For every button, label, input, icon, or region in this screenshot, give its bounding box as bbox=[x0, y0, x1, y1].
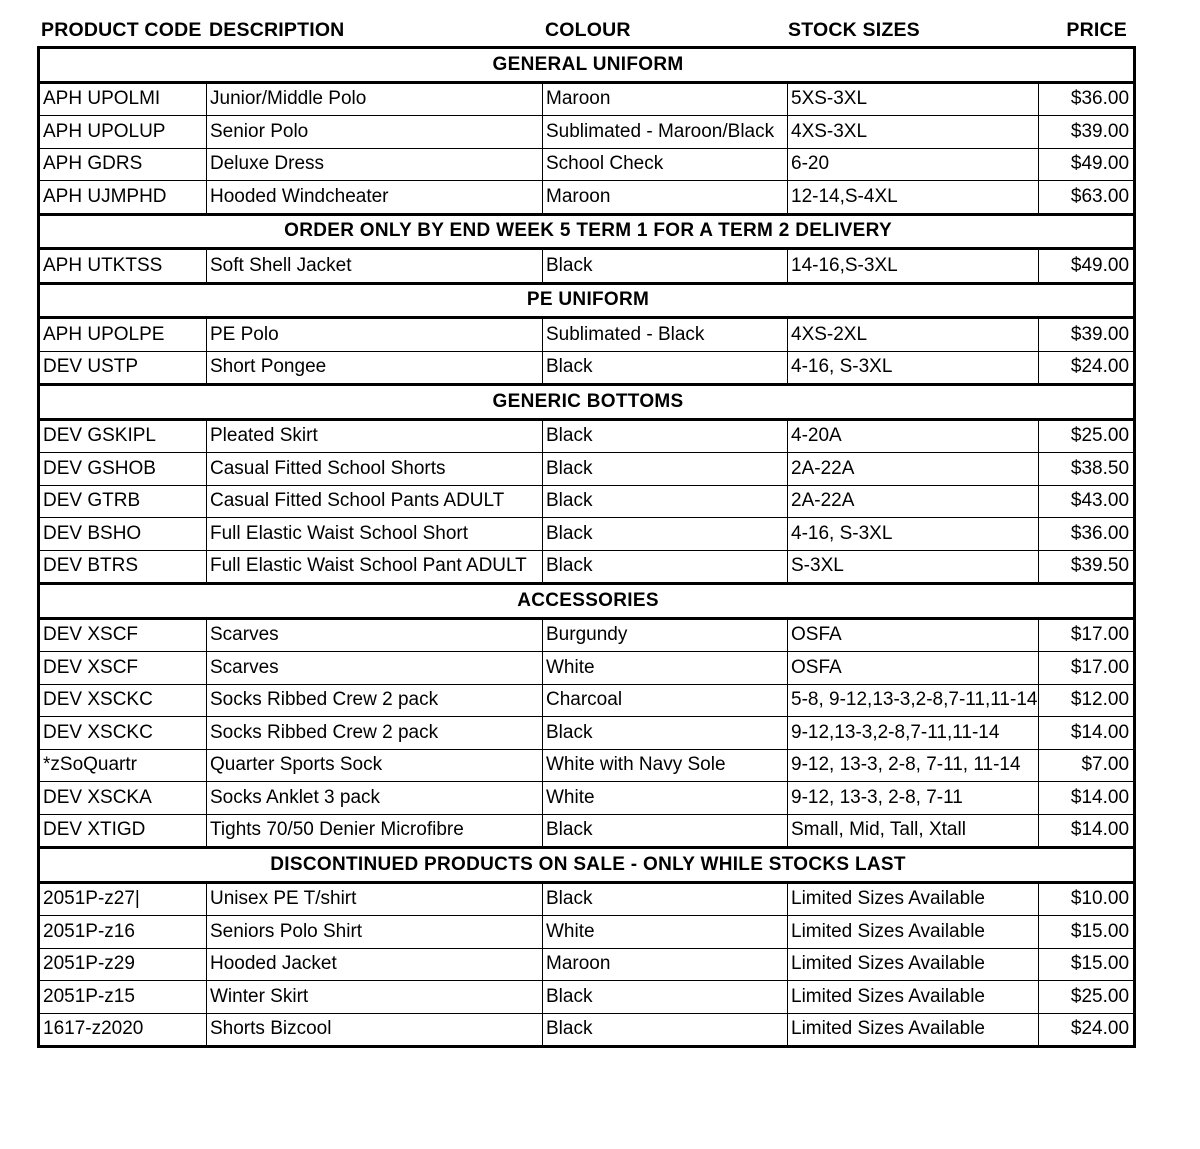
cell-sizes: Limited Sizes Available bbox=[788, 981, 1039, 1014]
cell-price: $49.00 bbox=[1039, 148, 1135, 181]
cell-price: $15.00 bbox=[1039, 916, 1135, 949]
cell-colour: Maroon bbox=[543, 948, 788, 981]
cell-description: Scarves bbox=[207, 618, 543, 652]
cell-sizes: 9-12, 13-3, 2-8, 7-11, 11-14 bbox=[788, 749, 1039, 782]
cell-code: DEV GSKIPL bbox=[39, 419, 207, 453]
table-row bbox=[39, 148, 1135, 181]
table-row bbox=[39, 485, 1135, 518]
cell-description: Full Elastic Waist School Short bbox=[207, 518, 543, 551]
cell-colour: White with Navy Sole bbox=[543, 749, 788, 782]
cell-price: $36.00 bbox=[1039, 518, 1135, 551]
cell-colour: Black bbox=[543, 1013, 788, 1047]
table-row bbox=[39, 814, 1135, 848]
cell-colour: Black bbox=[543, 550, 788, 584]
cell-description: Socks Ribbed Crew 2 pack bbox=[207, 717, 543, 750]
cell-price: $24.00 bbox=[1039, 351, 1135, 385]
table-row bbox=[39, 749, 1135, 782]
header-description: DESCRIPTION bbox=[209, 19, 345, 41]
table-row bbox=[39, 916, 1135, 949]
cell-code: APH GDRS bbox=[39, 148, 207, 181]
table-row bbox=[39, 618, 1135, 652]
cell-description: Casual Fitted School Pants ADULT bbox=[207, 485, 543, 518]
cell-colour: Sublimated - Black bbox=[543, 318, 788, 352]
cell-description: Scarves bbox=[207, 652, 543, 685]
cell-description: Tights 70/50 Denier Microfibre bbox=[207, 814, 543, 848]
cell-code: *zSoQuartr bbox=[39, 749, 207, 782]
table-row bbox=[39, 351, 1135, 385]
cell-colour: Black bbox=[543, 249, 788, 284]
table-row bbox=[39, 717, 1135, 750]
cell-price: $39.00 bbox=[1039, 116, 1135, 149]
cell-colour: Maroon bbox=[543, 181, 788, 215]
cell-colour: Maroon bbox=[543, 82, 788, 116]
cell-sizes: Limited Sizes Available bbox=[788, 948, 1039, 981]
cell-price: $25.00 bbox=[1039, 419, 1135, 453]
cell-price: $12.00 bbox=[1039, 684, 1135, 717]
price-list bbox=[37, 15, 1133, 1048]
cell-code: DEV GSHOB bbox=[39, 453, 207, 486]
cell-price: $63.00 bbox=[1039, 181, 1135, 215]
section-header-row bbox=[39, 214, 1135, 249]
cell-sizes: 14-16,S-3XL bbox=[788, 249, 1039, 284]
header-stock-sizes: STOCK SIZES bbox=[788, 19, 920, 41]
cell-colour: Sublimated - Maroon/Black bbox=[543, 116, 788, 149]
table-row bbox=[39, 948, 1135, 981]
cell-description: PE Polo bbox=[207, 318, 543, 352]
section-header-row bbox=[39, 385, 1135, 420]
cell-description: Senior Polo bbox=[207, 116, 543, 149]
table-row bbox=[39, 453, 1135, 486]
cell-colour: Black bbox=[543, 814, 788, 848]
cell-description: Hooded Jacket bbox=[207, 948, 543, 981]
cell-code: DEV USTP bbox=[39, 351, 207, 385]
cell-code: DEV BTRS bbox=[39, 550, 207, 584]
cell-sizes: 2A-22A bbox=[788, 453, 1039, 486]
cell-colour: Black bbox=[543, 981, 788, 1014]
table-row bbox=[39, 419, 1135, 453]
section-title: ORDER ONLY BY END WEEK 5 TERM 1 FOR A TERM 2 DELIVERY bbox=[39, 214, 1135, 249]
section-header-row bbox=[39, 48, 1135, 83]
cell-code: APH UPOLMI bbox=[39, 82, 207, 116]
cell-code: DEV GTRB bbox=[39, 485, 207, 518]
section-header-row bbox=[39, 283, 1135, 318]
section-title: GENERIC BOTTOMS bbox=[39, 385, 1135, 420]
cell-sizes: Limited Sizes Available bbox=[788, 1013, 1039, 1047]
section-title: GENERAL UNIFORM bbox=[39, 48, 1135, 83]
cell-sizes: Limited Sizes Available bbox=[788, 882, 1039, 916]
cell-colour: School Check bbox=[543, 148, 788, 181]
cell-code: DEV XSCF bbox=[39, 652, 207, 685]
cell-price: $17.00 bbox=[1039, 618, 1135, 652]
cell-sizes: 9-12,13-3,2-8,7-11,11-14 bbox=[788, 717, 1039, 750]
cell-price: $10.00 bbox=[1039, 882, 1135, 916]
cell-sizes: OSFA bbox=[788, 618, 1039, 652]
table-row bbox=[39, 550, 1135, 584]
cell-colour: White bbox=[543, 916, 788, 949]
cell-description: Casual Fitted School Shorts bbox=[207, 453, 543, 486]
table-row bbox=[39, 116, 1135, 149]
cell-price: $36.00 bbox=[1039, 82, 1135, 116]
cell-description: Junior/Middle Polo bbox=[207, 82, 543, 116]
uniform-price-table bbox=[37, 46, 1136, 1048]
cell-colour: Black bbox=[543, 485, 788, 518]
cell-description: Unisex PE T/shirt bbox=[207, 882, 543, 916]
section-header-row bbox=[39, 584, 1135, 619]
cell-price: $43.00 bbox=[1039, 485, 1135, 518]
cell-description: Full Elastic Waist School Pant ADULT bbox=[207, 550, 543, 584]
table-row bbox=[39, 249, 1135, 284]
table-row bbox=[39, 518, 1135, 551]
cell-sizes: 4-16, S-3XL bbox=[788, 518, 1039, 551]
cell-price: $7.00 bbox=[1039, 749, 1135, 782]
cell-sizes: Small, Mid, Tall, Xtall bbox=[788, 814, 1039, 848]
cell-code: 2051P-z15 bbox=[39, 981, 207, 1014]
cell-sizes: S-3XL bbox=[788, 550, 1039, 584]
cell-code: DEV XSCKC bbox=[39, 717, 207, 750]
table-row bbox=[39, 318, 1135, 352]
cell-sizes: 5XS-3XL bbox=[788, 82, 1039, 116]
column-headers bbox=[37, 15, 1133, 46]
cell-sizes: 2A-22A bbox=[788, 485, 1039, 518]
cell-code: 2051P-z27| bbox=[39, 882, 207, 916]
cell-sizes: Limited Sizes Available bbox=[788, 916, 1039, 949]
cell-colour: Black bbox=[543, 518, 788, 551]
cell-description: Hooded Windcheater bbox=[207, 181, 543, 215]
cell-price: $17.00 bbox=[1039, 652, 1135, 685]
header-colour: COLOUR bbox=[545, 19, 631, 41]
cell-description: Socks Anklet 3 pack bbox=[207, 782, 543, 815]
cell-code: 1617-z2020 bbox=[39, 1013, 207, 1047]
cell-code: DEV XSCKC bbox=[39, 684, 207, 717]
cell-price: $14.00 bbox=[1039, 782, 1135, 815]
section-title: DISCONTINUED PRODUCTS ON SALE - ONLY WHILE STOCKS LAST bbox=[39, 848, 1135, 883]
cell-price: $25.00 bbox=[1039, 981, 1135, 1014]
cell-description: Winter Skirt bbox=[207, 981, 543, 1014]
cell-description: Seniors Polo Shirt bbox=[207, 916, 543, 949]
cell-price: $15.00 bbox=[1039, 948, 1135, 981]
cell-sizes: 4XS-2XL bbox=[788, 318, 1039, 352]
cell-price: $39.00 bbox=[1039, 318, 1135, 352]
cell-colour: White bbox=[543, 782, 788, 815]
cell-colour: White bbox=[543, 652, 788, 685]
section-header-row bbox=[39, 848, 1135, 883]
cell-code: DEV XSCF bbox=[39, 618, 207, 652]
cell-colour: Black bbox=[543, 453, 788, 486]
cell-colour: Black bbox=[543, 351, 788, 385]
cell-description: Shorts Bizcool bbox=[207, 1013, 543, 1047]
cell-sizes: 5-8, 9-12,13-3,2-8,7-11,11-14 bbox=[788, 684, 1039, 717]
cell-colour: Black bbox=[543, 419, 788, 453]
table-row bbox=[39, 652, 1135, 685]
section-title: PE UNIFORM bbox=[39, 283, 1135, 318]
cell-code: APH UTKTSS bbox=[39, 249, 207, 284]
cell-colour: Burgundy bbox=[543, 618, 788, 652]
cell-price: $39.50 bbox=[1039, 550, 1135, 584]
cell-price: $49.00 bbox=[1039, 249, 1135, 284]
cell-price: $14.00 bbox=[1039, 717, 1135, 750]
cell-code: 2051P-z16 bbox=[39, 916, 207, 949]
cell-colour: Black bbox=[543, 717, 788, 750]
section-title: ACCESSORIES bbox=[39, 584, 1135, 619]
cell-code: DEV BSHO bbox=[39, 518, 207, 551]
cell-sizes: 12-14,S-4XL bbox=[788, 181, 1039, 215]
cell-colour: Charcoal bbox=[543, 684, 788, 717]
cell-code: APH UPOLUP bbox=[39, 116, 207, 149]
cell-price: $24.00 bbox=[1039, 1013, 1135, 1047]
cell-code: 2051P-z29 bbox=[39, 948, 207, 981]
cell-description: Deluxe Dress bbox=[207, 148, 543, 181]
table-row bbox=[39, 684, 1135, 717]
cell-description: Quarter Sports Sock bbox=[207, 749, 543, 782]
table-row bbox=[39, 181, 1135, 215]
cell-description: Short Pongee bbox=[207, 351, 543, 385]
cell-description: Socks Ribbed Crew 2 pack bbox=[207, 684, 543, 717]
table-row bbox=[39, 882, 1135, 916]
cell-code: APH UJMPHD bbox=[39, 181, 207, 215]
cell-price: $38.50 bbox=[1039, 453, 1135, 486]
cell-sizes: 6-20 bbox=[788, 148, 1039, 181]
cell-price: $14.00 bbox=[1039, 814, 1135, 848]
table-row bbox=[39, 1013, 1135, 1047]
header-product-code: PRODUCT CODE bbox=[41, 19, 202, 41]
cell-description: Soft Shell Jacket bbox=[207, 249, 543, 284]
header-price: PRICE bbox=[1066, 19, 1127, 41]
table-row bbox=[39, 82, 1135, 116]
cell-sizes: 4XS-3XL bbox=[788, 116, 1039, 149]
cell-code: DEV XTIGD bbox=[39, 814, 207, 848]
cell-sizes: 4-16, S-3XL bbox=[788, 351, 1039, 385]
cell-description: Pleated Skirt bbox=[207, 419, 543, 453]
cell-code: DEV XSCKA bbox=[39, 782, 207, 815]
table-row bbox=[39, 782, 1135, 815]
cell-code: APH UPOLPE bbox=[39, 318, 207, 352]
cell-colour: Black bbox=[543, 882, 788, 916]
table-row bbox=[39, 981, 1135, 1014]
cell-sizes: 9-12, 13-3, 2-8, 7-11 bbox=[788, 782, 1039, 815]
cell-sizes: 4-20A bbox=[788, 419, 1039, 453]
cell-sizes: OSFA bbox=[788, 652, 1039, 685]
